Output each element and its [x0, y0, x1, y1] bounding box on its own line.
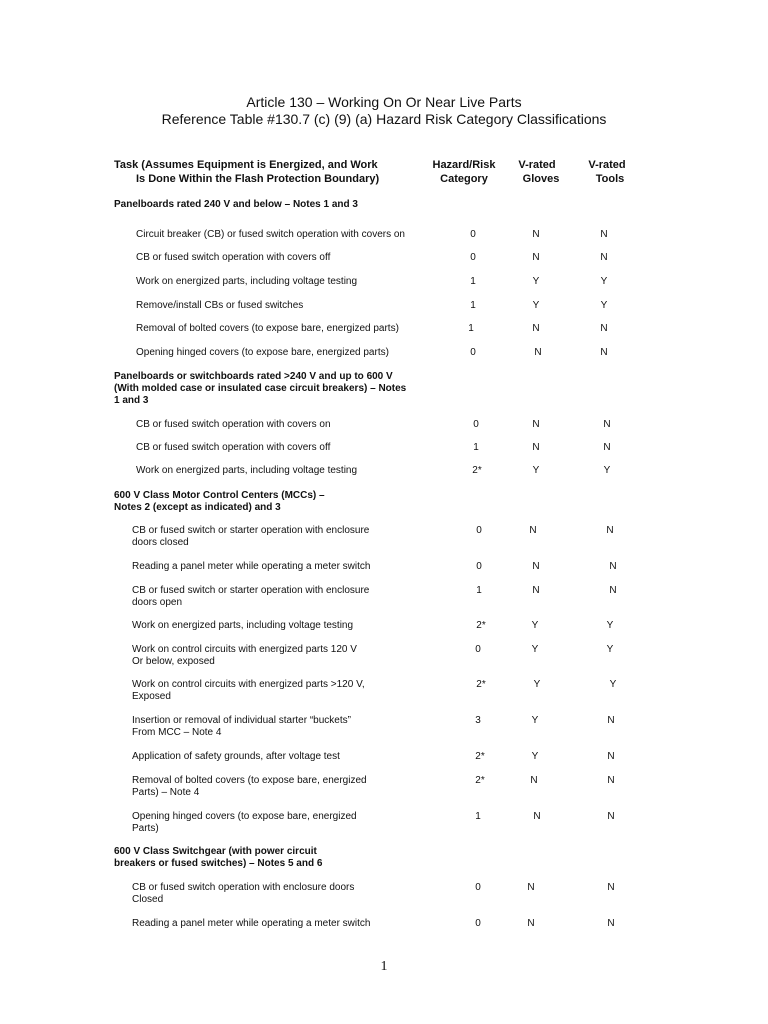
gloves-cell: N	[532, 323, 540, 334]
task-cell: CB or fused switch operation with covers off	[136, 442, 331, 453]
category-header-line1: Hazard/Risk	[432, 159, 496, 171]
task-text-continued: From MCC – Note 4	[132, 727, 222, 738]
tools-cell: N	[607, 811, 615, 822]
task-cell: Remove/install CBs or fused switches	[136, 300, 304, 311]
task-cell: CB or fused switch operation with covers on	[136, 419, 331, 430]
category-cell: 1	[473, 442, 479, 453]
tools-column-header	[562, 158, 652, 186]
task-cell: Work on energized parts, including voltage testing	[136, 276, 358, 287]
category-cell: 2*	[476, 620, 486, 631]
task-cell: Opening hinged covers (to expose bare, energized parts)	[136, 347, 389, 358]
tools-cell: N	[600, 347, 608, 358]
gloves-header-line1: V-rated	[518, 159, 556, 171]
gloves-cell: N	[532, 229, 540, 240]
tools-cell: Y	[600, 300, 608, 311]
category-cell: 1	[470, 300, 476, 311]
gloves-cell: N	[527, 918, 535, 929]
task-cell: Reading a panel meter while operating a meter switch	[132, 918, 371, 929]
gloves-cell: N	[532, 561, 540, 572]
category-cell: 1	[468, 323, 474, 334]
task-cell	[132, 644, 357, 668]
category-cell: 0	[475, 644, 481, 655]
gloves-cell: N	[532, 252, 540, 263]
tools-cell: N	[600, 323, 608, 334]
task-text-continued: doors open	[132, 597, 183, 608]
category-cell: 1	[470, 276, 476, 287]
gloves-cell: Y	[532, 465, 540, 476]
section-heading: Panelboards or switchboards rated >240 V and up to 600 V (With molded case or insulated case circuit breakers) – Notes 1 and 3	[114, 371, 407, 406]
task-text-continued: Parts)	[132, 823, 159, 834]
page-number: 1	[380, 959, 388, 974]
task-cell	[132, 811, 357, 835]
category-cell: 2*	[475, 751, 485, 762]
tools-cell: Y	[606, 644, 614, 655]
task-text: Opening hinged covers (to expose bare, energized	[132, 811, 357, 822]
tools-cell: N	[603, 419, 611, 430]
tools-cell: N	[609, 585, 617, 596]
tools-cell: N	[603, 442, 611, 453]
task-header-line1: Task (Assumes Equipment is Energized, and Work	[114, 159, 378, 171]
gloves-cell: N	[532, 442, 540, 453]
task-text-continued: doors closed	[132, 537, 189, 548]
tools-cell: N	[607, 751, 615, 762]
gloves-cell: N	[529, 525, 537, 536]
task-text: CB or fused switch or starter operation with enclosure	[132, 585, 370, 596]
category-cell: 2*	[476, 679, 486, 690]
tools-cell: N	[606, 525, 614, 536]
task-text: Work on control circuits with energized parts >120 V,	[132, 679, 365, 690]
task-cell: Application of safety grounds, after voltage test	[132, 751, 340, 762]
tools-cell: N	[607, 882, 615, 893]
tools-cell: Y	[600, 276, 608, 287]
gloves-cell: N	[530, 775, 538, 786]
category-cell: 0	[476, 525, 482, 536]
tools-cell: N	[607, 775, 615, 786]
section-heading: 600 V Class Switchgear (with power circuit breakers or fused switches) – Notes 5 and 6	[114, 846, 323, 869]
task-text-continued: Or below, exposed	[132, 656, 215, 667]
gloves-cell: Y	[531, 715, 539, 726]
task-text-continued: Parts) – Note 4	[132, 787, 200, 798]
category-header-line2: Category	[440, 173, 488, 185]
document-title: Article 130 – Working On Or Near Live Parts	[246, 94, 522, 110]
gloves-cell: Y	[531, 751, 539, 762]
task-cell: Work on energized parts, including voltage testing	[136, 465, 358, 476]
gloves-cell: Y	[531, 620, 539, 631]
tools-cell: Y	[606, 620, 614, 631]
task-cell	[132, 775, 367, 799]
category-cell: 3	[475, 715, 481, 726]
tools-cell: N	[607, 715, 615, 726]
category-cell: 0	[475, 882, 481, 893]
task-cell: CB or fused switch operation with covers off	[136, 252, 331, 263]
category-cell: 2*	[472, 465, 482, 476]
gloves-header-line2: Gloves	[522, 173, 560, 185]
task-cell: Reading a panel meter while operating a meter switch	[132, 561, 371, 572]
tools-cell: N	[609, 561, 617, 572]
category-cell: 1	[476, 585, 482, 596]
tools-header-line1: V-rated	[588, 159, 626, 171]
category-cell: 0	[473, 419, 479, 430]
gloves-cell: N	[532, 419, 540, 430]
task-text: Work on control circuits with energized parts 120 V	[132, 644, 357, 655]
task-cell	[132, 525, 369, 549]
category-cell: 2*	[475, 775, 485, 786]
gloves-cell: Y	[531, 644, 539, 655]
tools-header-line2: Tools	[595, 173, 625, 185]
tools-cell: Y	[609, 679, 617, 690]
category-cell: 1	[475, 811, 481, 822]
gloves-cell: Y	[533, 679, 541, 690]
task-text: CB or fused switch operation with enclosure doors	[132, 882, 355, 893]
task-text-continued: Exposed	[132, 691, 171, 702]
tools-cell: Y	[603, 465, 611, 476]
document-subtitle: Reference Table #130.7 (c) (9) (a) Hazard Risk Category Classifications	[161, 111, 607, 127]
task-text: CB or fused switch or starter operation with enclosure	[132, 525, 370, 536]
gloves-cell: N	[534, 347, 542, 358]
task-cell	[132, 715, 351, 739]
section-heading: Panelboards rated 240 V and below – Notes 1 and 3	[114, 199, 358, 210]
tools-cell: N	[600, 229, 608, 240]
category-cell: 0	[470, 229, 476, 240]
task-cell: Circuit breaker (CB) or fused switch operation with covers on	[136, 229, 405, 240]
gloves-cell: Y	[532, 300, 540, 311]
tools-cell: N	[607, 918, 615, 929]
category-cell: 0	[470, 347, 476, 358]
task-cell	[132, 585, 369, 609]
tools-cell: N	[600, 252, 608, 263]
category-cell: 0	[476, 561, 482, 572]
gloves-cell: N	[532, 585, 540, 596]
task-cell	[132, 882, 354, 906]
category-cell: 0	[470, 252, 476, 263]
category-cell: 0	[475, 918, 481, 929]
gloves-cell: N	[533, 811, 541, 822]
task-header-line2: Is Done Within the Flash Protection Boundary)	[136, 173, 380, 185]
gloves-cell: Y	[532, 276, 540, 287]
task-cell: Work on energized parts, including voltage testing	[132, 620, 354, 631]
task-text-continued: Closed	[132, 894, 164, 905]
section-heading: 600 V Class Motor Control Centers (MCCs) – Notes 2 (except as indicated) and 3	[114, 490, 325, 513]
task-text: Insertion or removal of individual starter “buckets”	[132, 715, 351, 726]
task-text: Removal of bolted covers (to expose bare, energized	[132, 775, 367, 786]
gloves-cell: N	[527, 882, 535, 893]
task-cell: Removal of bolted covers (to expose bare, energized parts)	[136, 323, 399, 334]
task-cell	[132, 679, 365, 703]
task-column-header	[114, 158, 379, 186]
